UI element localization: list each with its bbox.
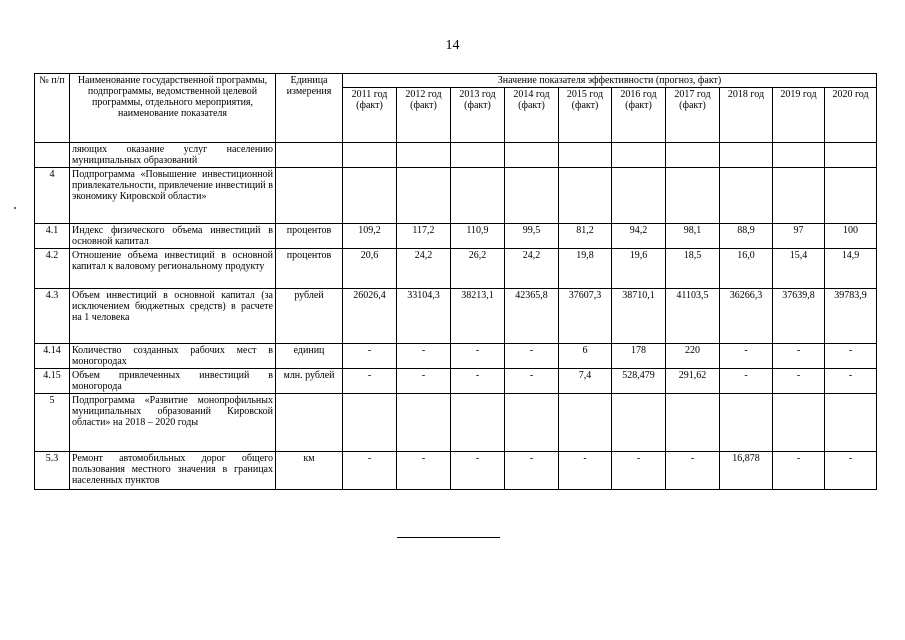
value-cell xyxy=(505,143,559,168)
value-cell: - xyxy=(559,452,612,490)
value-cell xyxy=(825,168,877,224)
header-name: Наименование государственной программы, подпрограммы, ведомственной целевой программы, отдельного мероприятия, наименование показателя xyxy=(70,74,276,143)
value-cell xyxy=(451,168,505,224)
value-cell: 94,2 xyxy=(612,224,666,249)
value-cell: - xyxy=(343,369,397,394)
value-cell: 110,9 xyxy=(451,224,505,249)
header-year: 2019 год xyxy=(773,88,825,143)
value-cell: - xyxy=(773,344,825,369)
unit-cell: млн. рублей xyxy=(276,369,343,394)
header-year: 2015 год (факт) xyxy=(559,88,612,143)
unit-cell: процентов xyxy=(276,224,343,249)
header-num: № п/п xyxy=(35,74,70,143)
value-cell: 33104,3 xyxy=(397,289,451,344)
unit-cell xyxy=(276,143,343,168)
value-cell: - xyxy=(451,369,505,394)
header-unit: Единица измерения xyxy=(276,74,343,143)
table-row xyxy=(35,344,877,369)
row-number: 4.14 xyxy=(35,344,70,369)
value-cell: - xyxy=(666,452,720,490)
table-row xyxy=(35,143,877,168)
header-year: 2017 год (факт) xyxy=(666,88,720,143)
value-cell: 99,5 xyxy=(505,224,559,249)
value-cell: 98,1 xyxy=(666,224,720,249)
value-cell: 42365,8 xyxy=(505,289,559,344)
unit-cell: км xyxy=(276,452,343,490)
value-cell xyxy=(559,168,612,224)
value-cell xyxy=(397,394,451,452)
value-cell: - xyxy=(451,344,505,369)
value-cell xyxy=(343,394,397,452)
value-cell xyxy=(666,143,720,168)
value-cell: - xyxy=(397,369,451,394)
value-cell: 19,8 xyxy=(559,249,612,289)
value-cell: - xyxy=(773,369,825,394)
table-row xyxy=(35,289,877,344)
header-year: 2016 год (факт) xyxy=(612,88,666,143)
footer-rule xyxy=(397,537,500,538)
value-cell xyxy=(559,394,612,452)
value-cell: 18,5 xyxy=(666,249,720,289)
value-cell: - xyxy=(397,452,451,490)
row-number: 5.3 xyxy=(35,452,70,490)
value-cell: 26,2 xyxy=(451,249,505,289)
row-number: 4.3 xyxy=(35,289,70,344)
table-row xyxy=(35,168,877,224)
value-cell: - xyxy=(825,369,877,394)
value-cell: 7,4 xyxy=(559,369,612,394)
row-number: 5 xyxy=(35,394,70,452)
value-cell: 24,2 xyxy=(505,249,559,289)
header-year: 2018 год xyxy=(720,88,773,143)
value-cell xyxy=(505,394,559,452)
value-cell xyxy=(773,394,825,452)
value-cell: 528,479 xyxy=(612,369,666,394)
table-row xyxy=(35,369,877,394)
unit-cell xyxy=(276,394,343,452)
indicator-name: Индекс физического объема инвестиций в основной капитал xyxy=(70,224,276,249)
value-cell xyxy=(773,168,825,224)
value-cell xyxy=(825,143,877,168)
value-cell xyxy=(343,168,397,224)
value-cell xyxy=(397,143,451,168)
page-number: 14 xyxy=(445,38,460,53)
value-cell xyxy=(825,394,877,452)
value-cell: 117,2 xyxy=(397,224,451,249)
unit-cell: процентов xyxy=(276,249,343,289)
value-cell xyxy=(451,143,505,168)
value-cell: 6 xyxy=(559,344,612,369)
value-cell xyxy=(612,168,666,224)
unit-cell: рублей xyxy=(276,289,343,344)
value-cell: 38213,1 xyxy=(451,289,505,344)
value-cell: - xyxy=(720,369,773,394)
row-number: 4.1 xyxy=(35,224,70,249)
header-year: 2011 год (факт) xyxy=(343,88,397,143)
unit-cell: единиц xyxy=(276,344,343,369)
value-cell: 178 xyxy=(612,344,666,369)
value-cell: 37639,8 xyxy=(773,289,825,344)
value-cell: - xyxy=(720,344,773,369)
table-row xyxy=(35,224,877,249)
value-cell: - xyxy=(825,452,877,490)
indicator-name: Подпрограмма «Повышение инвестиционной привлекательности, привлечение инвестиций в экономику Кировской области» xyxy=(70,168,276,224)
value-cell: 26026,4 xyxy=(343,289,397,344)
value-cell xyxy=(612,143,666,168)
value-cell: 16,0 xyxy=(720,249,773,289)
header-indicator-group: Значение показателя эффективности (прогноз, факт) xyxy=(343,74,877,88)
indicator-name: Отношение объема инвестиций в основной капитал к валовому региональному продукту xyxy=(70,249,276,289)
value-cell: 20,6 xyxy=(343,249,397,289)
value-cell: - xyxy=(505,369,559,394)
table-row xyxy=(35,249,877,289)
value-cell xyxy=(720,143,773,168)
value-cell xyxy=(666,394,720,452)
value-cell: 88,9 xyxy=(720,224,773,249)
indicator-name: Объем привлеченных инвестиций в моногорода xyxy=(70,369,276,394)
value-cell xyxy=(720,168,773,224)
header-year: 2014 год (факт) xyxy=(505,88,559,143)
header-year: 2020 год xyxy=(825,88,877,143)
value-cell: - xyxy=(505,344,559,369)
value-cell xyxy=(559,143,612,168)
value-cell: - xyxy=(612,452,666,490)
value-cell: 37607,3 xyxy=(559,289,612,344)
value-cell: 14,9 xyxy=(825,249,877,289)
value-cell xyxy=(720,394,773,452)
value-cell: - xyxy=(397,344,451,369)
value-cell xyxy=(773,143,825,168)
value-cell: - xyxy=(451,452,505,490)
value-cell: 15,4 xyxy=(773,249,825,289)
value-cell xyxy=(505,168,559,224)
value-cell: - xyxy=(825,344,877,369)
indicator-name: ляющих оказание услуг населению муниципальных образований xyxy=(70,143,276,168)
indicator-name: Количество созданных рабочих мест в моногородах xyxy=(70,344,276,369)
value-cell: 24,2 xyxy=(397,249,451,289)
value-cell xyxy=(451,394,505,452)
value-cell: - xyxy=(773,452,825,490)
indicator-name: Объем инвестиций в основной капитал (за исключением бюджетных средств) в расчете на 1 человека xyxy=(70,289,276,344)
header-year: 2012 год (факт) xyxy=(397,88,451,143)
row-number: 4.2 xyxy=(35,249,70,289)
indicator-name: Ремонт автомобильных дорог общего пользования местного значения в границах населенных пунктов xyxy=(70,452,276,490)
header-year: 2013 год (факт) xyxy=(451,88,505,143)
value-cell: 38710,1 xyxy=(612,289,666,344)
value-cell xyxy=(666,168,720,224)
indicator-name: Подпрограмма «Развитие монопрофильных муниципальных образований Кировской области» на 2018 – 2020 годы xyxy=(70,394,276,452)
value-cell: 97 xyxy=(773,224,825,249)
value-cell xyxy=(343,143,397,168)
row-number: 4.15 xyxy=(35,369,70,394)
value-cell: - xyxy=(505,452,559,490)
scan-speck xyxy=(14,207,16,209)
value-cell: - xyxy=(343,452,397,490)
value-cell: 41103,5 xyxy=(666,289,720,344)
value-cell: 19,6 xyxy=(612,249,666,289)
performance-indicators-table xyxy=(34,73,877,490)
value-cell: 39783,9 xyxy=(825,289,877,344)
value-cell: - xyxy=(343,344,397,369)
value-cell: 16,878 xyxy=(720,452,773,490)
value-cell: 81,2 xyxy=(559,224,612,249)
value-cell: 291,62 xyxy=(666,369,720,394)
value-cell xyxy=(397,168,451,224)
unit-cell xyxy=(276,168,343,224)
table-row xyxy=(35,452,877,490)
row-number: 4 xyxy=(35,168,70,224)
table-row xyxy=(35,394,877,452)
value-cell: 109,2 xyxy=(343,224,397,249)
row-number xyxy=(35,143,70,168)
value-cell: 100 xyxy=(825,224,877,249)
value-cell: 36266,3 xyxy=(720,289,773,344)
value-cell xyxy=(612,394,666,452)
value-cell: 220 xyxy=(666,344,720,369)
